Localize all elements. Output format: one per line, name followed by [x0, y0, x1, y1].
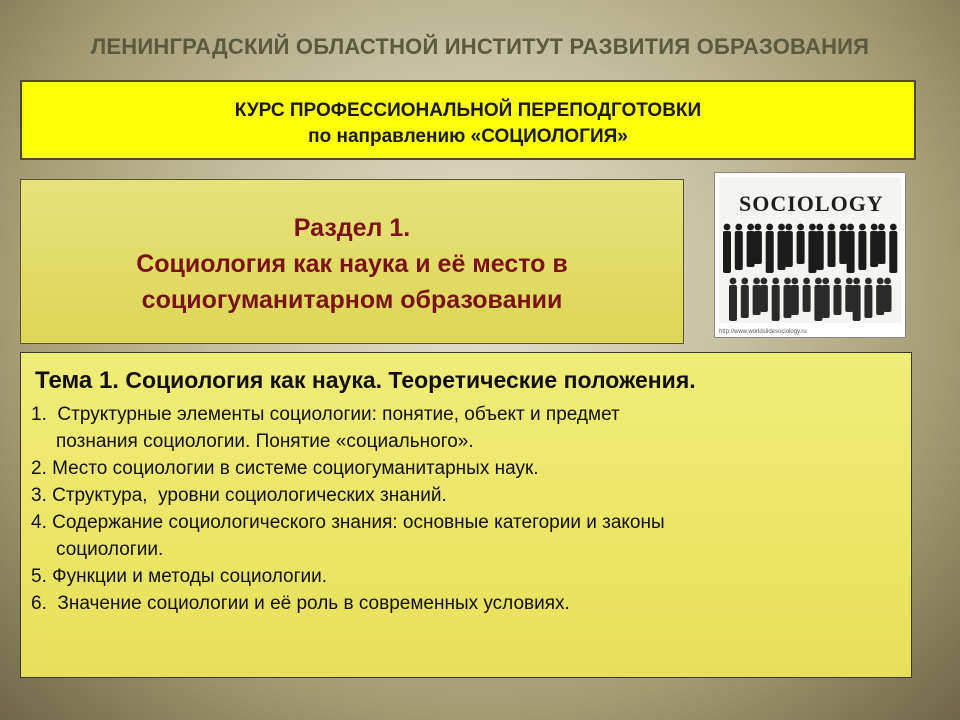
list-item-number: 3.	[31, 485, 47, 506]
person-body-icon	[735, 231, 743, 270]
institute-title: ЛЕНИНГРАДСКИЙ ОБЛАСТНОЙ ИНСТИТУТ РАЗВИТИЯ ОБРАЗОВАНИЯ	[90, 34, 870, 59]
person-body-icon	[864, 285, 872, 318]
person-head-icon	[766, 224, 773, 231]
person-body-icon	[816, 231, 824, 270]
list-item-text: Содержание социологического знания: основные категории и законы	[46, 512, 665, 533]
course-banner	[20, 80, 916, 160]
person-body-icon	[741, 285, 749, 318]
course-title: КУРС ПРОФЕССИОНАЛЬНОЙ ПЕРЕПОДГОТОВКИ	[234, 100, 702, 121]
person-head-icon	[724, 224, 731, 231]
person-body-icon	[853, 285, 861, 321]
person-head-icon	[840, 224, 847, 231]
person-head-icon	[859, 224, 866, 231]
person-body-icon	[808, 231, 816, 273]
person-head-icon	[815, 278, 822, 285]
person-body-icon	[803, 285, 811, 312]
person-head-icon	[753, 278, 760, 285]
topic-list-item	[31, 509, 911, 563]
people-silhouettes	[719, 177, 901, 323]
list-item-continuation: познания социологии. Понятие «социального».	[56, 431, 474, 452]
section-title-line2: социогуманитарном образовании	[141, 286, 563, 314]
person-head-icon	[761, 278, 768, 285]
person-head-icon	[730, 278, 737, 285]
person-head-icon	[878, 224, 885, 231]
course-direction: по направлению «СОЦИОЛОГИЯ»	[308, 126, 628, 147]
section-title-line1: Социология как наука и её место в	[136, 250, 568, 278]
list-item-continuation: социологии.	[56, 539, 164, 560]
list-item-number: 6.	[31, 593, 47, 614]
person-body-icon	[772, 285, 780, 321]
person-head-icon	[877, 278, 884, 285]
person-body-icon	[797, 231, 805, 264]
section-heading-box	[20, 179, 684, 344]
topic-list-item	[31, 590, 911, 617]
person-body-icon	[839, 231, 847, 264]
image-caption: http://www.worldslidesociology.ru	[719, 329, 807, 335]
person-head-icon	[778, 224, 785, 231]
person-body-icon	[723, 231, 731, 273]
person-head-icon	[803, 278, 810, 285]
person-body-icon	[876, 285, 884, 315]
person-head-icon	[741, 278, 748, 285]
list-item-text: Структурные элементы социологии: понятие, объект и предмет	[46, 404, 620, 425]
person-body-icon	[828, 231, 836, 267]
person-head-icon	[865, 278, 872, 285]
person-body-icon	[785, 231, 793, 267]
section-number: Раздел 1.	[293, 214, 411, 242]
person-head-icon	[890, 224, 897, 231]
sociology-image-canvas	[719, 177, 901, 323]
topic-list-item	[31, 563, 911, 590]
list-item-text: Структура, уровни социологических знаний.	[46, 485, 447, 506]
person-body-icon	[760, 285, 768, 312]
person-body-icon	[814, 285, 822, 321]
person-head-icon	[834, 278, 841, 285]
person-head-icon	[822, 278, 829, 285]
person-body-icon	[778, 231, 786, 270]
person-body-icon	[834, 285, 842, 315]
list-item-text: Значение социологии и её роль в современных условиях.	[46, 593, 570, 614]
person-head-icon	[853, 278, 860, 285]
person-head-icon	[747, 224, 754, 231]
person-head-icon	[871, 224, 878, 231]
person-head-icon	[816, 224, 823, 231]
list-item-text: Функции и методы социологии.	[46, 566, 328, 587]
list-item-number: 4.	[31, 512, 47, 533]
person-head-icon	[884, 278, 891, 285]
person-body-icon	[870, 231, 878, 267]
topic-content-box	[20, 352, 912, 678]
topic-list-item	[31, 401, 911, 455]
topic-list-item	[31, 482, 911, 509]
list-item-number: 2.	[31, 458, 47, 479]
person-head-icon	[828, 224, 835, 231]
person-body-icon	[884, 285, 892, 312]
topic-label: Тема 1.	[35, 367, 119, 394]
list-item-number: 5.	[31, 566, 47, 587]
person-body-icon	[784, 285, 792, 318]
person-head-icon	[785, 224, 792, 231]
person-body-icon	[791, 285, 799, 315]
person-body-icon	[822, 285, 830, 318]
list-item-text: Место социологии в системе социогуманитарных наук.	[46, 458, 539, 479]
person-body-icon	[753, 285, 761, 315]
person-head-icon	[847, 224, 854, 231]
topic-title: Социология как наука. Теоретические положения.	[125, 367, 696, 393]
person-head-icon	[772, 278, 779, 285]
person-body-icon	[889, 231, 897, 273]
topic-heading	[35, 367, 911, 395]
person-body-icon	[858, 231, 866, 270]
person-head-icon	[755, 224, 762, 231]
person-head-icon	[791, 278, 798, 285]
sociology-image	[714, 172, 906, 338]
person-head-icon	[797, 224, 804, 231]
person-head-icon	[846, 278, 853, 285]
sociology-logo-text: SOCIOLOGY	[739, 191, 884, 216]
person-head-icon	[784, 278, 791, 285]
person-body-icon	[878, 231, 886, 264]
topic-list	[31, 401, 911, 617]
person-body-icon	[766, 231, 774, 273]
person-body-icon	[747, 231, 755, 267]
person-body-icon	[847, 231, 855, 273]
person-body-icon	[729, 285, 737, 321]
person-body-icon	[754, 231, 762, 264]
person-head-icon	[809, 224, 816, 231]
topic-list-item	[31, 455, 911, 482]
list-item-number: 1.	[31, 404, 47, 425]
person-body-icon	[845, 285, 853, 312]
person-head-icon	[735, 224, 742, 231]
